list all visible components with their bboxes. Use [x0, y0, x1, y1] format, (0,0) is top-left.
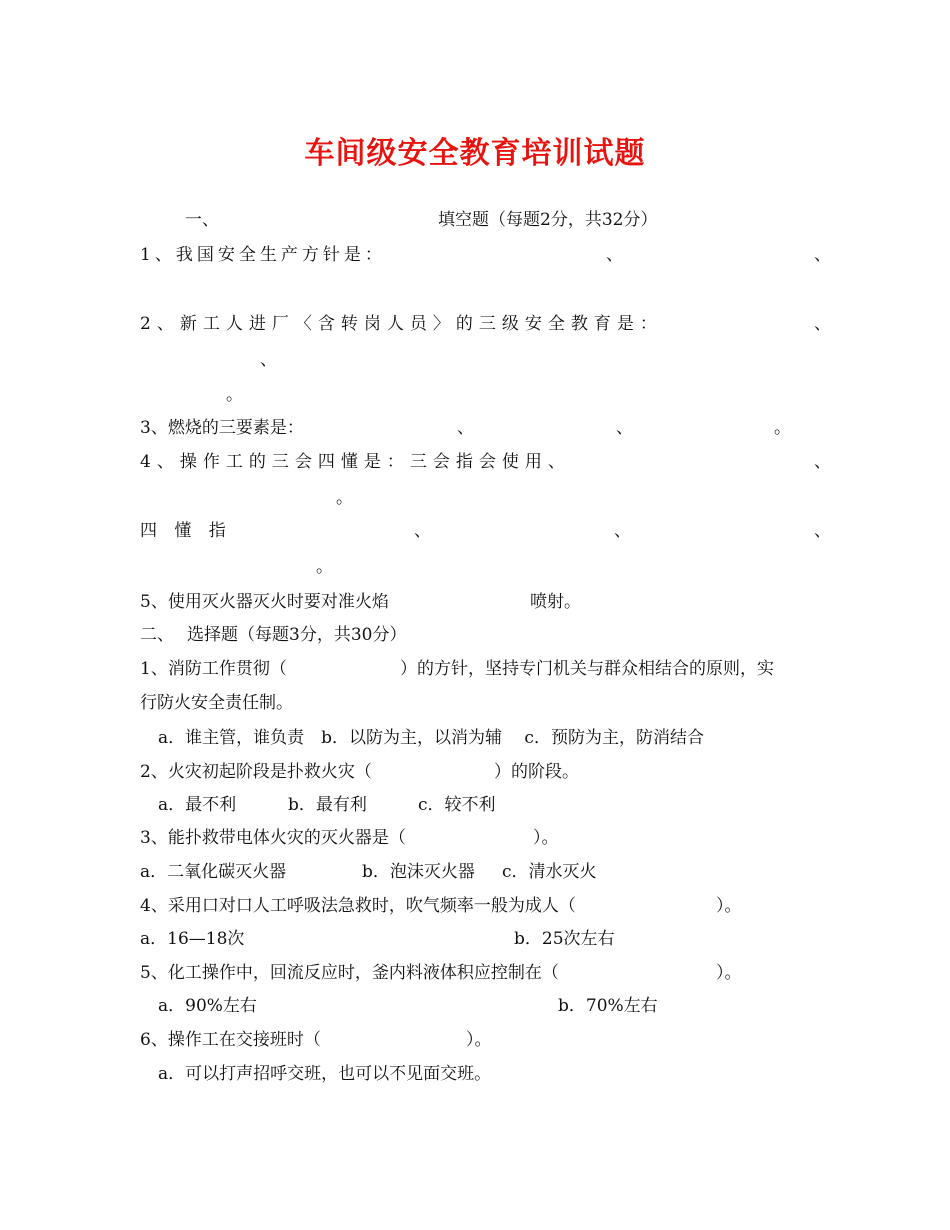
c3-option-c: c．清水灭火	[502, 862, 597, 882]
c5-option-b: b．70%左右	[558, 996, 658, 1016]
q2-text: 2、新工人进厂〈含转岗人员〉的三级安全教育是：	[140, 314, 663, 334]
document-title: 车间级安全教育培训试题	[304, 136, 646, 171]
q4-sep3: 、	[614, 521, 631, 541]
c4-text-b: ）。	[716, 896, 742, 916]
c2-option-a: a．最不利	[158, 795, 237, 815]
section1-heading: 填空题（每题2分，共32分）	[438, 210, 658, 230]
c4-option-b: b．25次左右	[514, 929, 615, 949]
c3-option-b: b．泡沫灭火器	[362, 862, 475, 882]
q5-text: 5、使用灭火器灭火时要对准火焰	[140, 592, 389, 612]
q4-dong-label: 四 懂 指	[140, 521, 232, 541]
c1-options: a．谁主管，谁负责 b．以防为主，以消为辅 c．预防为主，防消结合	[158, 728, 704, 748]
q3-sep1: 、	[457, 418, 474, 438]
c6-option-a: a．可以打声招呼交班，也可以不见面交班。	[158, 1064, 492, 1084]
c5-option-a: a．90%左右	[158, 996, 257, 1016]
c1-text-c: 行防火安全责任制。	[140, 693, 293, 713]
q2-sep2: 、	[260, 350, 277, 370]
q4-sep4: 、	[814, 521, 831, 541]
c3-text-a: 3、能扑救带电体火灾的灭火器是（	[140, 828, 406, 848]
section1-number: 一、	[185, 210, 219, 230]
c2-option-b: b．最有利	[288, 795, 367, 815]
c2-option-c: c．较不利	[418, 795, 496, 815]
c6-text-b: ）。	[466, 1030, 492, 1050]
section2-number: 二、	[140, 625, 174, 645]
c2-text-b: ）的阶段。	[494, 762, 579, 782]
q3-sep2: 、	[616, 418, 633, 438]
q1-text: 1、我国安全生产方针是：	[140, 245, 386, 265]
q2-end: 。	[226, 385, 243, 405]
q3-end: 。	[774, 418, 791, 438]
c3-text-b: ）。	[533, 828, 559, 848]
c3-option-a: a．二氧化碳灭火器	[140, 862, 287, 882]
c4-text-a: 4、采用口对口人工呼吸法急救时，吹气频率一般为成人（	[140, 896, 576, 916]
q5-tail: 喷射。	[530, 592, 581, 612]
q4-sep1: 、	[814, 452, 831, 472]
q4-end: 。	[336, 488, 353, 508]
q2-sep1: 、	[814, 314, 831, 334]
c1-text-b: ）的方针，坚持专门机关与群众相结合的原则，实	[400, 659, 774, 679]
c2-text-a: 2、火灾初起阶段是扑救火灾（	[140, 762, 372, 782]
c5-text-a: 5、化工操作中，回流反应时，釜内料液体积应控制在（	[140, 963, 559, 983]
q1-sep1: 、	[606, 245, 623, 265]
c6-text-a: 6、操作工在交接班时（	[140, 1030, 321, 1050]
q4-text: 4、操作工的三会四懂是：三会指会使用、	[140, 452, 571, 472]
q4-sep2: 、	[414, 521, 431, 541]
c4-option-a: a．16—18次	[140, 929, 245, 949]
c5-text-b: ）。	[716, 963, 742, 983]
q4-end2: 。	[316, 557, 333, 577]
q1-sep2: 、	[814, 245, 831, 265]
c1-text-a: 1、消防工作贯彻（	[140, 659, 287, 679]
q3-text: 3、燃烧的三要素是：	[140, 418, 304, 438]
section2-heading: 选择题（每题3分，共30分）	[187, 625, 407, 645]
